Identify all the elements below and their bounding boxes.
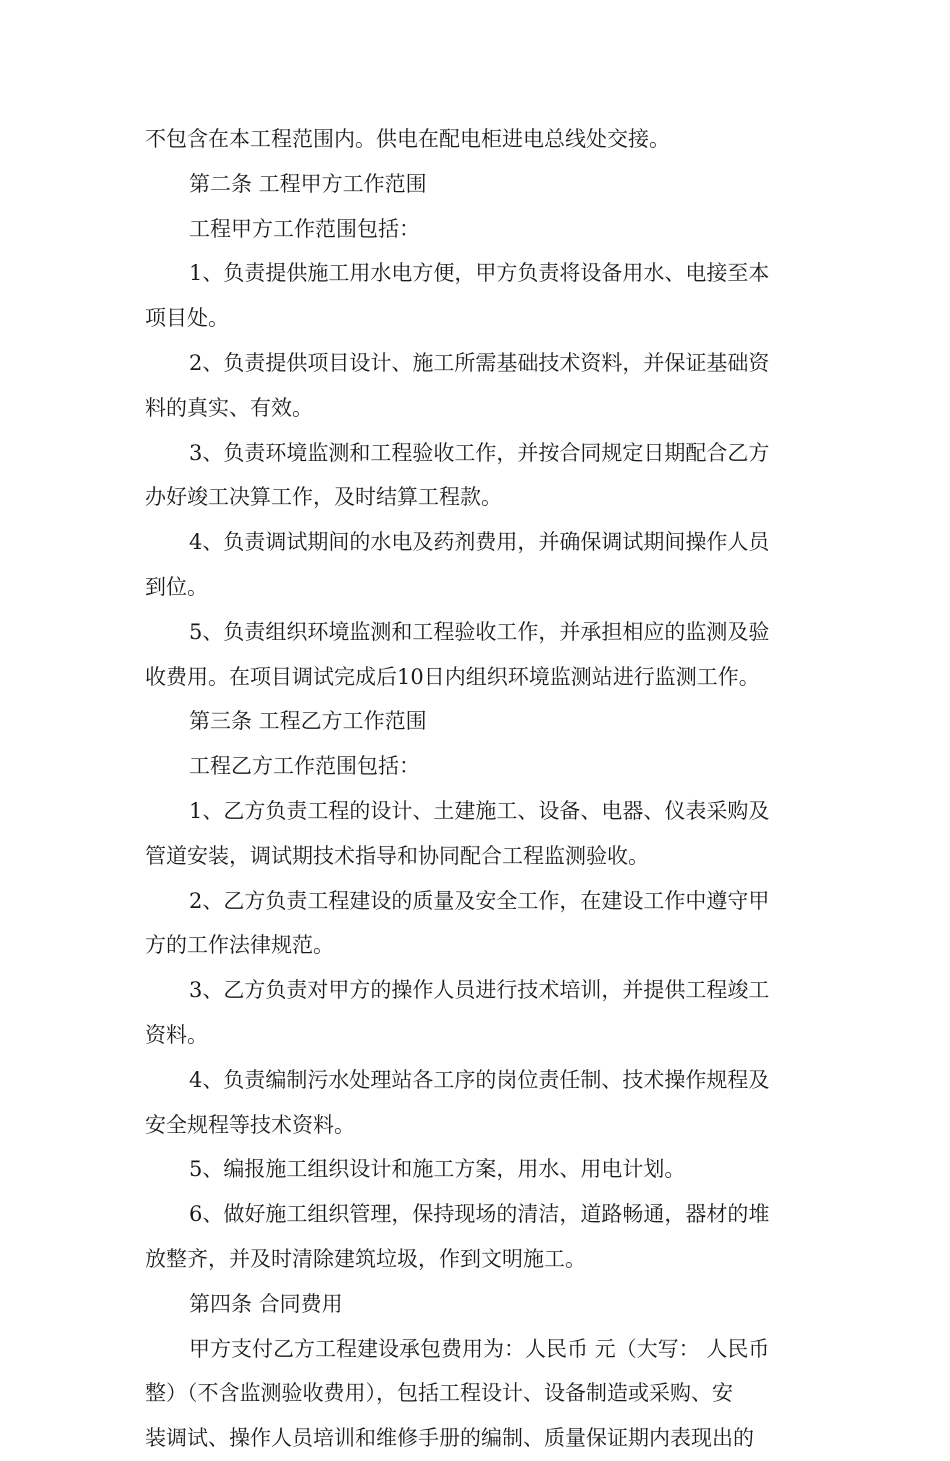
text-line: 4、负责调试期间的水电及药剂费用，并确保调试期间操作人员 — [189, 530, 770, 555]
text-line: 5、编报施工组织设计和施工方案，用水、用电计划。 — [189, 1157, 686, 1182]
text-line: 项目处。 — [145, 306, 229, 331]
text-line: 1、负责提供施工用水电方便，甲方负责将设备用水、电接至本 — [189, 261, 770, 286]
text-line: 4、负责编制污水处理站各工序的岗位责任制、技术操作规程及 — [189, 1067, 770, 1092]
section-heading: 第四条 合同费用 — [189, 1291, 343, 1316]
text-line: 到位。 — [145, 574, 208, 599]
text-line: 装调试、操作人员培训和维修手册的编制、质量保证期内表现出的 — [145, 1426, 754, 1451]
text-line: 方的工作法律规范。 — [145, 933, 334, 958]
text-line: 整）（不含监测验收费用），包括工程设计、设备制造或采购、安 — [145, 1381, 733, 1406]
text-line: 工程甲方工作范围包括： — [189, 216, 420, 241]
text-line: 2、负责提供项目设计、施工所需基础技术资料，并保证基础资 — [189, 350, 770, 375]
text-line: 3、乙方负责对甲方的操作人员进行技术培训，并提供工程竣工 — [189, 978, 770, 1003]
text-line: 管道安装，调试期技术指导和协同配合工程监测验收。 — [145, 843, 649, 868]
text-line: 3、负责环境监测和工程验收工作，并按合同规定日期配合乙方 — [189, 440, 770, 465]
text-line: 安全规程等技术资料。 — [145, 1112, 355, 1137]
document-body — [145, 117, 807, 1461]
text-line: 不包含在本工程范围内。供电在配电柜进电总线处交接。 — [145, 127, 670, 151]
section-heading: 第二条 工程甲方工作范围 — [189, 171, 427, 196]
text-line: 放整齐，并及时清除建筑垃圾，作到文明施工。 — [145, 1246, 586, 1271]
text-line: 6、做好施工组织管理，保持现场的清洁，道路畅通，器材的堆 — [189, 1202, 770, 1227]
text-line: 收费用。在项目调试完成后10日内组织环境监测站进行监测工作。 — [145, 664, 760, 689]
text-line: 工程乙方工作范围包括： — [189, 754, 420, 779]
text-line: 办好竣工决算工作，及时结算工程款。 — [145, 485, 502, 510]
text-line: 1、乙方负责工程的设计、土建施工、设备、电器、仪表采购及 — [189, 798, 770, 823]
section-heading: 第三条 工程乙方工作范围 — [189, 709, 427, 734]
text-line: 2、乙方负责工程建设的质量及安全工作，在建设工作中遵守甲 — [189, 888, 770, 913]
text-line: 资料。 — [145, 1022, 208, 1047]
text-line: 料的真实、有效。 — [145, 395, 313, 420]
text-line: 甲方支付乙方工程建设承包费用为：人民币 元（大写： 人民币 — [189, 1336, 770, 1361]
text-line: 5、负责组织环境监测和工程验收工作，并承担相应的监测及验 — [189, 619, 770, 644]
